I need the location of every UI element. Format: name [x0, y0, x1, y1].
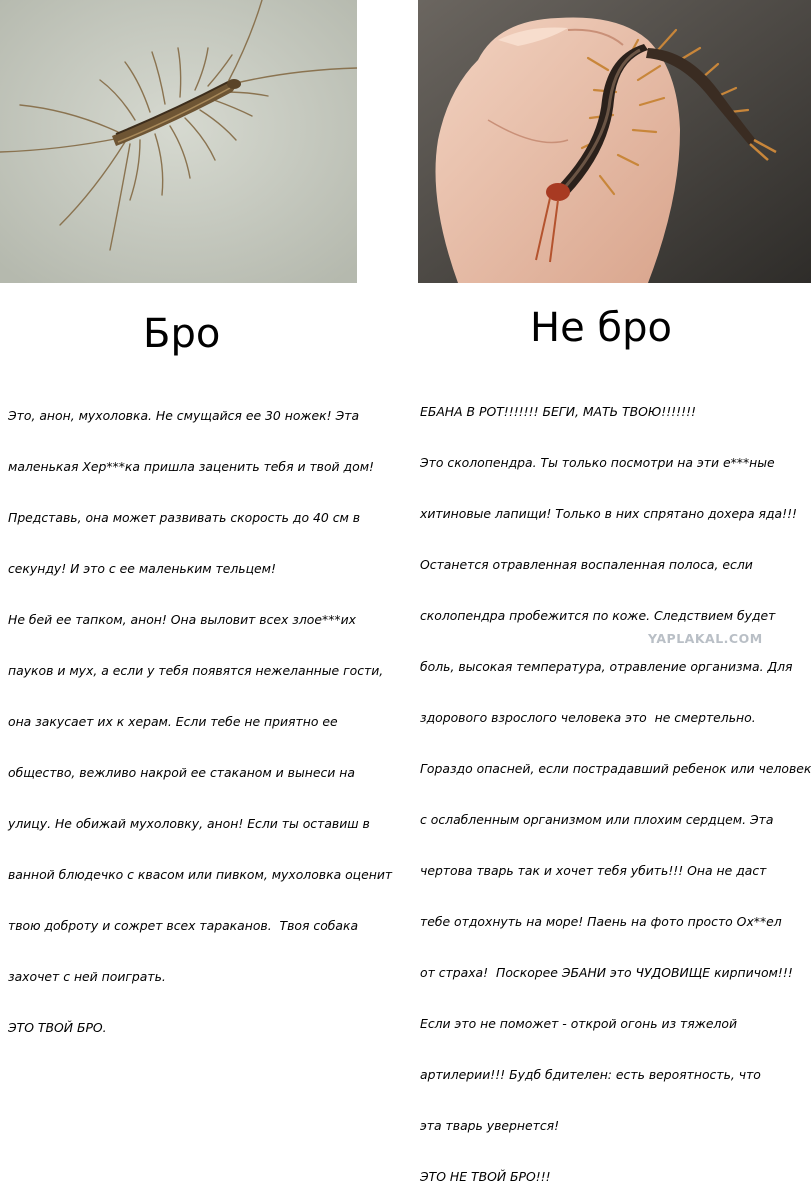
house-centipede-illustration	[0, 0, 357, 283]
house-centipede-description	[8, 373, 392, 1053]
text-line: с ослабленным организмом или плохим сердцем. Эта	[420, 812, 774, 827]
text-line: ванной блюдечко с квасом или пивком, мухоловка оценит	[8, 867, 393, 882]
text-line: маленькая Хер***ка пришла заценить тебя и твой дом!	[8, 459, 375, 474]
text-line: твою доброту и сожрет всех тараканов. Твоя собака	[8, 918, 359, 933]
text-line: Это сколопендра. Ты только посмотри на эти е***ные	[420, 455, 775, 470]
text-line: общество, вежливо накрой ее стаканом и вынеси на	[8, 765, 355, 780]
house-centipede-photo	[0, 0, 357, 283]
text-line: она закусает их к херам. Если тебе не приятно ее	[8, 714, 338, 729]
scolopendra-on-hand-illustration	[418, 0, 811, 283]
text-line: Гораздо опасней, если пострадавший ребенок или человек	[420, 761, 811, 776]
text-line: улицу. Не обижай мухоловку, анон! Если ты оставиш в	[8, 816, 370, 831]
scolopendra-on-hand-photo	[418, 0, 811, 283]
text-line: здорового взрослого человека это не смертельно.	[420, 710, 756, 725]
text-line: пауков и мух, а если у тебя появятся нежеланные гости,	[8, 663, 384, 678]
text-line: сколопендра пробежится по коже. Следствием будет	[420, 608, 776, 623]
text-line: ЕБАНА В РОТ!!!!!!! БЕГИ, МАТЬ ТВОЮ!!!!!!!	[420, 404, 697, 419]
text-line: тебе отдохнуть на море! Паень на фото просто Ох**ел	[420, 914, 782, 929]
text-line: боль, высокая температура, отравление организма. Для	[420, 659, 793, 674]
text-line: эта тварь увернется!	[420, 1118, 560, 1133]
text-line: Останется отравленная воспаленная полоса, если	[420, 557, 753, 572]
text-line: секунду! И это с ее маленьким тельцем!	[8, 561, 276, 576]
text-line: от страха! Поскорее ЭБАНИ это ЧУДОВИЩЕ кирпичом!!!	[420, 965, 793, 980]
text-line: ЭТО НЕ ТВОЙ БРО!!!	[420, 1169, 551, 1184]
text-line: захочет с ней поиграть.	[8, 969, 166, 984]
text-line: Это, анон, мухоловка. Не смущайся ее 30 ножек! Эта	[8, 408, 360, 423]
scolopendra-description	[420, 369, 811, 1202]
title-ne-bro: Не бро	[530, 305, 672, 351]
text-line: чертова тварь так и хочет тебя убить!!! Она не даст	[420, 863, 767, 878]
text-line: Не бей ее тапком, анон! Она выловит всех злое***их	[8, 612, 356, 627]
text-line: ЭТО ТВОЙ БРО.	[8, 1020, 107, 1035]
title-bro: Бро	[143, 311, 221, 357]
text-line: Если это не поможет - открой огонь из тяжелой	[420, 1016, 738, 1031]
text-line: хитиновые лапищи! Только в них спрятано дохера яда!!!	[420, 506, 798, 521]
watermark: YAPLAKAL.COM	[648, 631, 763, 646]
text-line: артилерии!!! Будб бдителен: есть вероятность, что	[420, 1067, 761, 1082]
text-line: Представь, она может развивать скорость до 40 см в	[8, 510, 361, 525]
